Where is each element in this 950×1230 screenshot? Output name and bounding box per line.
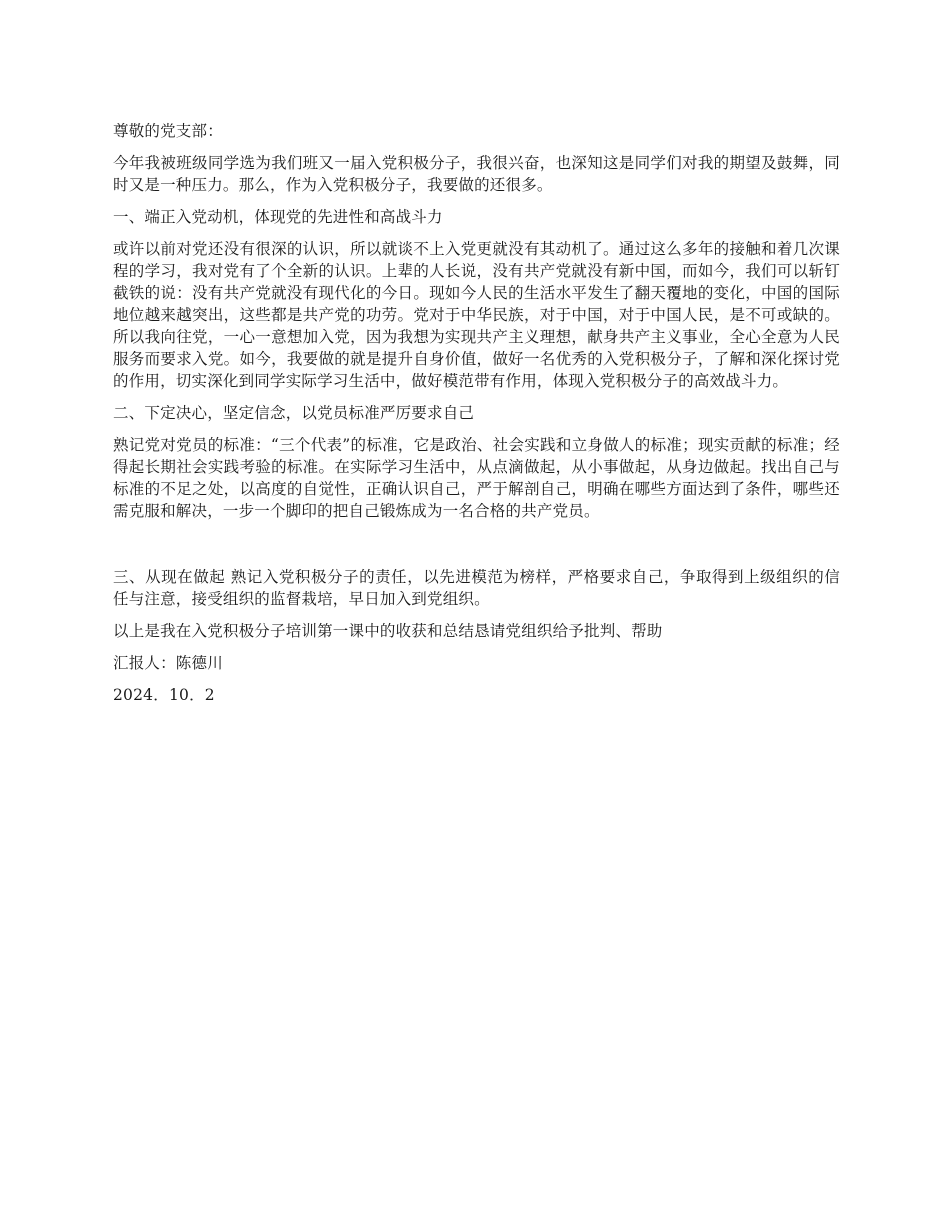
- section1-body: 或许以前对党还没有很深的认识，所以就谈不上入党更就没有其动机了。通过这么多年的接触和着几次课程的学习，我对党有了个全新的认识。上辈的人长说，没有共产党就没有新中国，而如今，我们可以斩钉截铁的说：没有共产党就没有现代化的今日。现如今人民的生活水平发生了翻天覆地的变化，中国的国际地位越来越突出，这些都是共产党的功劳。党对于中华民族，对于中国，对于中国人民，是不可或缺的。所以我向往党，一心一意想加入党，因为我想为实现共产主义理想，献身共产主义事业，全心全意为人民服务而要求入党。如今，我要做的就是提升自身价值，做好一名优秀的入党积极分子，了解和深化探讨党的作用，切实深化到同学实际学习生活中，做好模范带有作用，体现入党积极分子的高效战斗力。: [113, 240, 840, 390]
- document-page: [113, 120, 840, 716]
- section2-body: 熟记党对党员的标准：“三个代表”的标准，它是政治、社会实践和立身做人的标准；现实贡献的标准；经得起长期社会实践考验的标准。在实际学习生活中，从点滴做起，从小事做起，从身边做起。找出自己与标准的不足之处，以高度的自觉性，正确认识自己，严于解剖自己，明确在哪些方面达到了条件，哪些还需克服和解决，一步一个脚印的把自己锻炼成为一名合格的共产党员。: [113, 436, 840, 520]
- signature: 汇报人：陈德川: [113, 654, 223, 672]
- date: 2024．10．2: [113, 686, 215, 704]
- section3-paragraph: 三、从现在做起 熟记入党积极分子的责任，以先进模范为榜样，严格要求自己，争取得到上级组织的信任与注意，接受组织的监督栽培，早日加入到党组织。: [113, 568, 840, 608]
- section2-heading: 二、下定决心，坚定信念，以党员标准严厉要求自己: [113, 404, 475, 422]
- section1-heading: 一、端正入党动机，体现党的先进性和高战斗力: [113, 208, 443, 226]
- blank-gap: [113, 532, 840, 566]
- intro-paragraph: 今年我被班级同学选为我们班又一届入党积极分子，我很兴奋，也深知这是同学们对我的期望及鼓舞，同时又是一种压力。那么，作为入党积极分子，我要做的还很多。: [113, 154, 840, 194]
- greeting: 尊敬的党支部：: [113, 122, 223, 140]
- closing-paragraph: 以上是我在入党积极分子培训第一课中的收获和总结恳请党组织给予批判、帮助: [113, 622, 663, 640]
